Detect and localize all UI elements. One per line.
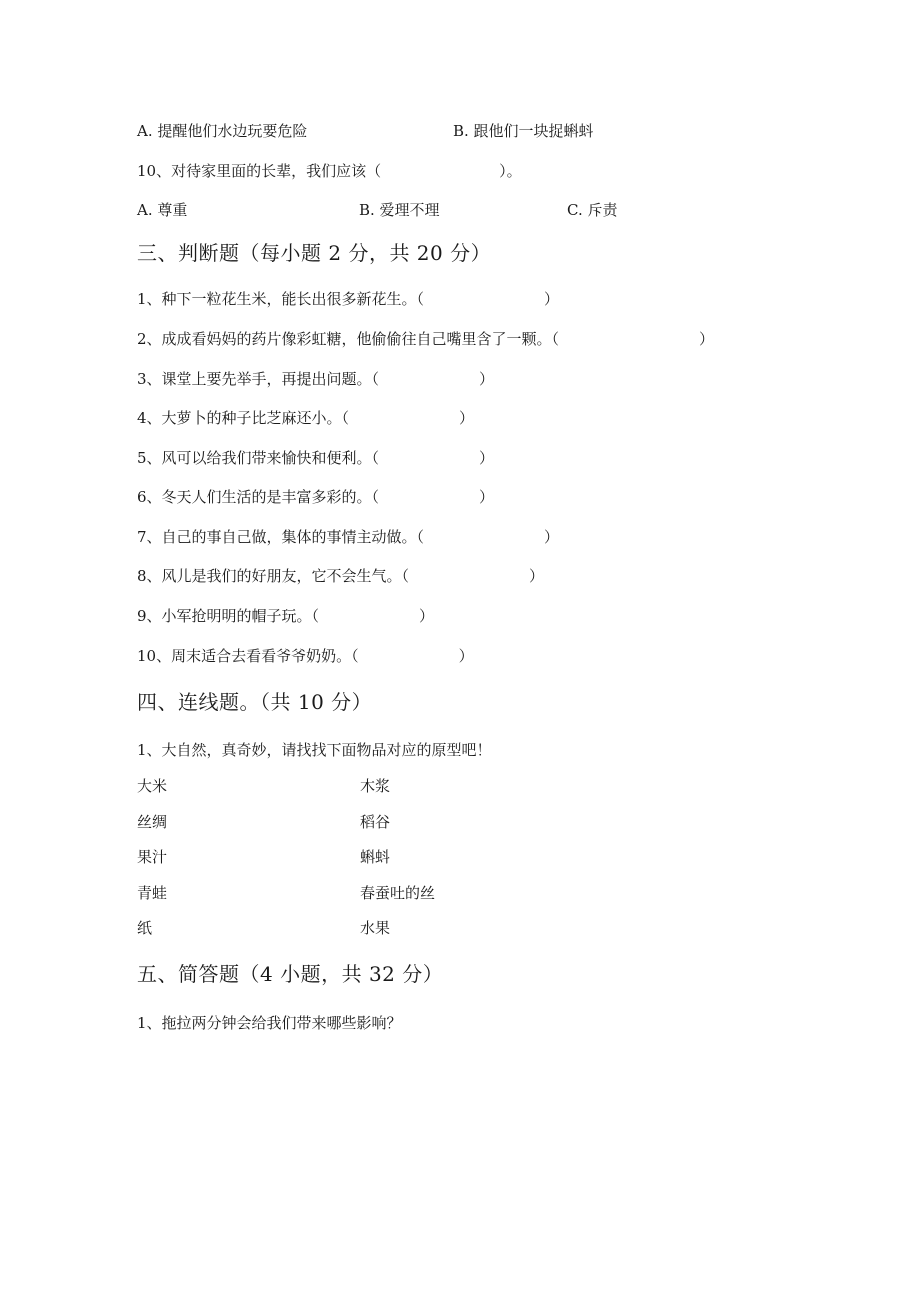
judge-item-6 [137, 487, 494, 507]
judge-item-close: ） [529, 567, 545, 585]
judge-item-text: 3、课堂上要先举手，再提出问题。（ [137, 370, 380, 388]
judge-item-text: 8、风儿是我们的好朋友，它不会生气。（ [137, 567, 410, 585]
judge-item-close: ） [479, 449, 495, 467]
section3-title: 三、判断题（每小题 2 分，共 20 分） [137, 241, 492, 265]
match-right-item[interactable]: 水果 [360, 919, 391, 937]
match-left-item[interactable]: 青蛙 [137, 884, 168, 902]
judge-item-text: 2、成成看妈妈的药片像彩虹糖，他偷偷往自己嘴里含了一颗。（ [137, 330, 560, 348]
match-left-item[interactable]: 丝绸 [137, 813, 168, 831]
judge-item-4 [137, 408, 474, 428]
matching-question: 1、大自然，真奇妙，请找找下面物品对应的原型吧！ [137, 741, 492, 759]
q10-text: 10、对待家里面的长辈，我们应该（ [137, 162, 382, 180]
judge-item-close: ） [479, 370, 495, 388]
judge-item-text: 9、小军抢明明的帽子玩。（ [137, 607, 320, 625]
judge-item-close: ） [544, 290, 560, 308]
judge-item-5 [137, 448, 494, 468]
judge-item-text: 6、冬天人们生活的是丰富多彩的。（ [137, 488, 380, 506]
judge-item-text: 4、大萝卜的种子比芝麻还小。（ [137, 409, 350, 427]
judge-item-text: 5、风可以给我们带来愉快和便利。（ [137, 449, 380, 467]
judge-item-close: ） [459, 409, 475, 427]
match-left-item[interactable]: 大米 [137, 777, 168, 795]
match-right-item[interactable]: 稻谷 [360, 813, 391, 831]
match-right-item[interactable]: 木浆 [360, 777, 391, 795]
short-answer-area[interactable] [137, 1045, 777, 1265]
judge-item-text: 10、周末适合去看看爷爷奶奶。（ [137, 647, 359, 665]
judge-item-3 [137, 369, 494, 389]
judge-item-10 [137, 646, 474, 666]
judge-item-9 [137, 606, 434, 626]
match-left-item[interactable]: 纸 [137, 919, 153, 937]
q10-close: ）。 [499, 162, 522, 180]
judge-item-text: 1、种下一粒花生米，能长出很多新花生。（ [137, 290, 425, 308]
q9-option-a: A. 提醒他们水边玩要危险 [137, 122, 308, 140]
q10-option-a: A. 尊重 [137, 201, 188, 219]
judge-item-close: ） [419, 607, 435, 625]
judge-item-close: ） [699, 330, 715, 348]
judge-item-close: ） [458, 647, 474, 665]
q9-option-b: B. 跟他们一块捉蝌蚪 [453, 122, 594, 140]
judge-item-2 [137, 329, 714, 349]
section4-title: 四、连线题。（共 10 分） [137, 690, 373, 714]
judge-item-close: ） [479, 488, 495, 506]
judge-item-close: ） [544, 528, 560, 546]
q10-option-c: C. 斥责 [567, 201, 618, 219]
judge-item-text: 7、自己的事自己做，集体的事情主动做。（ [137, 528, 425, 546]
judge-item-8 [137, 566, 544, 586]
match-left-item[interactable]: 果汁 [137, 848, 168, 866]
q10-option-b: B. 爱理不理 [359, 201, 440, 219]
match-right-item[interactable]: 蝌蚪 [360, 848, 391, 866]
section5-title: 五、简答题（4 小题，共 32 分） [137, 962, 444, 986]
judge-item-7 [137, 527, 559, 547]
match-right-item[interactable]: 春蚕吐的丝 [360, 884, 436, 902]
q10-question [137, 161, 522, 181]
judge-item-1 [137, 289, 559, 309]
short-answer-question: 1、拖拉两分钟会给我们带来哪些影响？ [137, 1014, 402, 1032]
